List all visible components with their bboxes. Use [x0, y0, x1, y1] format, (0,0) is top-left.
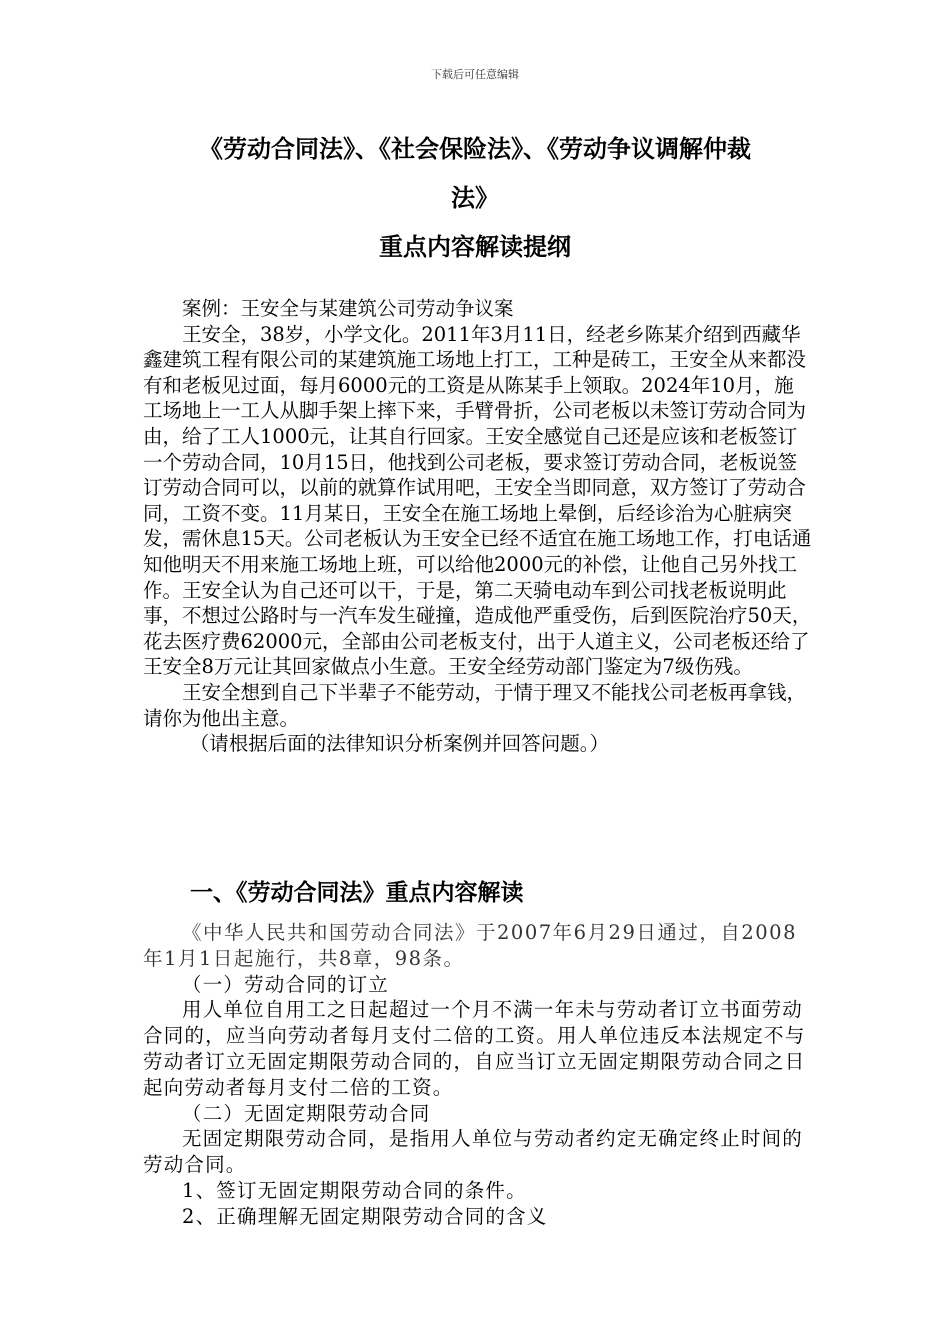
section-1-body	[143, 920, 813, 1230]
title-line-3: 重点内容解读提纲	[379, 233, 571, 261]
case-note: （请根据后面的法律知识分析案例并回答问题。）	[189, 732, 610, 756]
case-paragraph-1: 王安全，38岁，小学文化。2011年3月11日，经老乡陈某介绍到西藏华鑫建筑工程有限公司的某建筑施工场地上打工，工种是砖工，王安全从来都没有和老板见过面，每月6000元的工资是从陈某手上领取。2024年10月，施工场地上一工人从脚手架上摔下来，手臂骨折，公司老板以未签订劳动合同为由，给了工人1000元，让其自行回家。王安全感觉自己还是应该和老板签订一个劳动合同，10月15日，他找到公司老板，要求签订劳动合同，老板说签订劳动合同可以，以前的就算作试用吧，王安全当即同意，双方签订了劳动合同，工资不变。11月某日，王安全在施工场地上晕倒，后经诊治为心脏病突发，需休息15天。公司老板认为王安全已经不适宜在施工场地工作，打电话通知他明天不用来施工场地上班，可以给他2000元的补偿，让他自己另外找工作。王安全认为自己还可以干，于是，第二天骑电动车到公司找老板说明此事，不想过公路时与一汽车发生碰撞，造成他严重受伤，后到医院治疗50天，花去医疗费62000元，全部由公司老板支付，出于人道主义，公司老板还给了王安全8万元让其回家做点小生意。王安全经劳动部门鉴定为7级伤残。	[143, 322, 812, 679]
list-item-2: 2、正确理解无固定期限劳动合同的含义	[182, 1204, 548, 1228]
title-line-1: 《劳动合同法》、《社会保险法》、《劳动争议调解仲裁	[199, 135, 751, 163]
law-intro: 《中华人民共和国劳动合同法》于2007年6月29日通过，自2008年1月1日起施行，共8章，98条。	[143, 921, 797, 970]
case-heading: 案例：王安全与某建筑公司劳动争议案	[182, 297, 514, 320]
section-1-heading: 一、《劳动合同法》重点内容解读	[190, 880, 524, 906]
header-note: 下载后可任意编辑	[431, 68, 519, 81]
subsection-1-text: 用人单位自用工之日起超过一个月不满一年未与劳动者订立书面劳动合同的，应当向劳动者每月支付二倍的工资。用人单位违反本法规定不与劳动者订立无固定期限劳动合同的，自应当订立无固定期限劳动合同之日起向劳动者每月支付二倍的工资。	[143, 998, 806, 1099]
case-section	[143, 296, 813, 757]
subsection-2-text: 无固定期限劳动合同，是指用人单位与劳动者约定无确定终止时间的劳动合同。	[143, 1127, 804, 1177]
list-item-1: 1、签订无固定期限劳动合同的条件。	[182, 1178, 527, 1202]
case-paragraph-2: 王安全想到自己下半辈子不能劳动，于情于理又不能找公司老板再拿钱，请你为他出主意。	[143, 680, 807, 730]
title-line-2: 法》	[451, 184, 499, 212]
subsection-2-title: （二）无固定期限劳动合同	[182, 1101, 431, 1125]
subsection-1-title: （一）劳动合同的订立	[182, 972, 390, 996]
